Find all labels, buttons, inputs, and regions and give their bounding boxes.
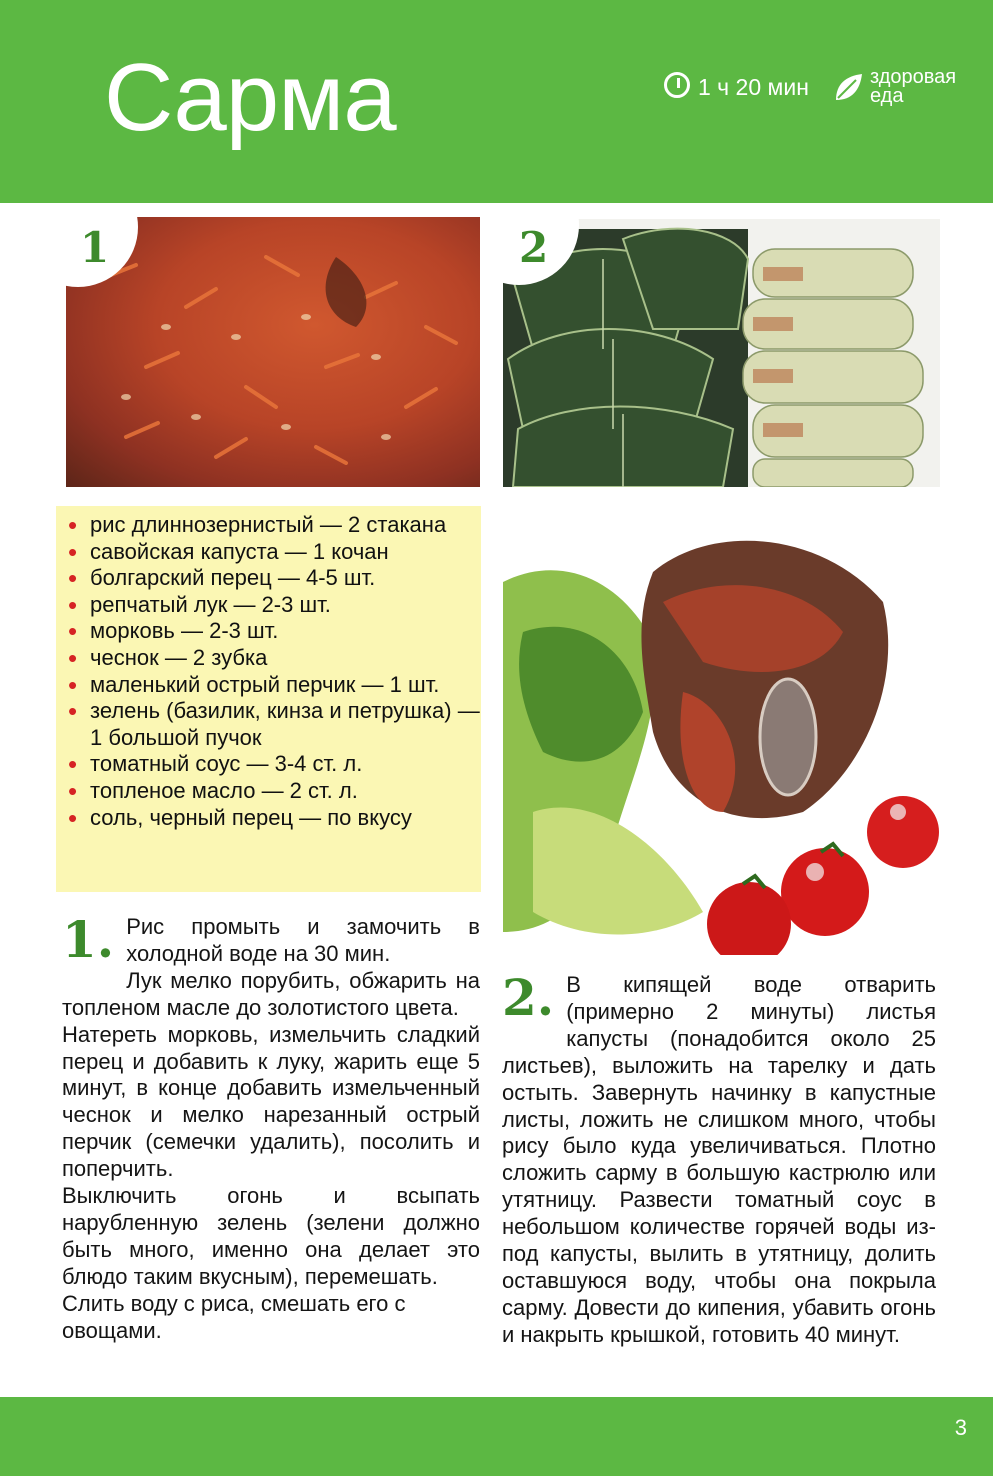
ingredient-item: • савойская капуста — 1 кочан xyxy=(68,539,481,566)
step-paragraph: Рис промыть и замочить в холодной воде на 30 мин. xyxy=(126,914,480,966)
cabbage-illustration xyxy=(503,219,940,487)
leaf-icon xyxy=(832,70,866,104)
step-paragraph: Лук мелко порубить, обжарить на топленом масле до золотистого цвета. xyxy=(62,967,480,1020)
finished-dish-illustration xyxy=(503,512,940,955)
category-line-1: здоровая xyxy=(870,66,957,88)
ingredient-item: • томатный соус — 3-4 ст. л. xyxy=(68,751,481,778)
ingredient-item: • рис длиннозернистый — 2 стакана xyxy=(68,512,481,539)
ingredient-item: • репчатый лук — 2-3 шт. xyxy=(68,592,481,619)
step-1 xyxy=(62,910,480,1345)
header-band xyxy=(0,0,993,203)
page-title: Сарма xyxy=(104,44,396,151)
category-label xyxy=(870,68,980,106)
clock-icon xyxy=(664,72,690,98)
ingredient-item: • морковь — 2-3 шт. xyxy=(68,618,481,645)
badge-number: 1 xyxy=(80,223,110,272)
photo-finished-sarma xyxy=(503,512,940,955)
page-number: 3 xyxy=(954,1415,967,1440)
ingredient-item: • зелень (базилик, кинза и петрушка) — 1 большой пучок xyxy=(68,698,481,751)
step-paragraph: Слить воду с риса, смешать его с овощами. xyxy=(62,1290,406,1343)
step-2 xyxy=(502,968,936,1349)
cooking-time: 1 ч 20 мин xyxy=(698,74,809,100)
photo-fried-vegetables xyxy=(66,217,480,487)
photo-cabbage-rolls-preparation xyxy=(503,219,940,487)
step-paragraph: В кипящей воде отварить (примерно 2 минуты) листья капусты (понадобится около 25 листьев), выложить на тарелку и дать остыть. Завернуть начинку в капустные листы, ложить не слишком много, чтобы рису было куда увеличиваться. Плотно сложить сарму в большую кастрюлю или утятницу. Развести томатный соус в небольшом количестве горячей воды из-под капусты, вылить в утятницу, долить оставшуюся воду, чтобы она покрыла сарму. Довести до кипения, убавить огонь и накрыть крышкой, готовить 40 минут. xyxy=(502,972,936,1347)
step-number: 2. xyxy=(502,968,555,1027)
ingredient-item: • чеснок — 2 зубка xyxy=(68,645,481,672)
ingredients-box xyxy=(56,506,481,892)
step-number: 1. xyxy=(62,910,115,969)
category-line-2: еда xyxy=(870,85,904,107)
footer-band xyxy=(0,1397,993,1476)
badge-number: 2 xyxy=(519,223,549,272)
step-paragraph: Натереть морковь, измельчить сладкий перец и добавить к луку, жарить еще 5 минут, в конце добавить измельченный чеснок и мелко нарезанный острый перчик (семечки удалить), посолить и поперчить. xyxy=(62,1021,480,1182)
ingredient-item: • болгарский перец — 4-5 шт. xyxy=(68,565,481,592)
step-paragraph: Выключить огонь и всыпать нарубленную зелень (зелени должно быть много, именно она делает это блюдо таким вкусным), перемешать. xyxy=(62,1183,480,1289)
ingredient-item: • маленький острый перчик — 1 шт. xyxy=(68,672,481,699)
ingredient-item: • соль, черный перец — по вкусу xyxy=(68,805,481,832)
ingredients-list xyxy=(56,506,481,831)
ingredient-item: • топленое масло — 2 ст. л. xyxy=(68,778,481,805)
